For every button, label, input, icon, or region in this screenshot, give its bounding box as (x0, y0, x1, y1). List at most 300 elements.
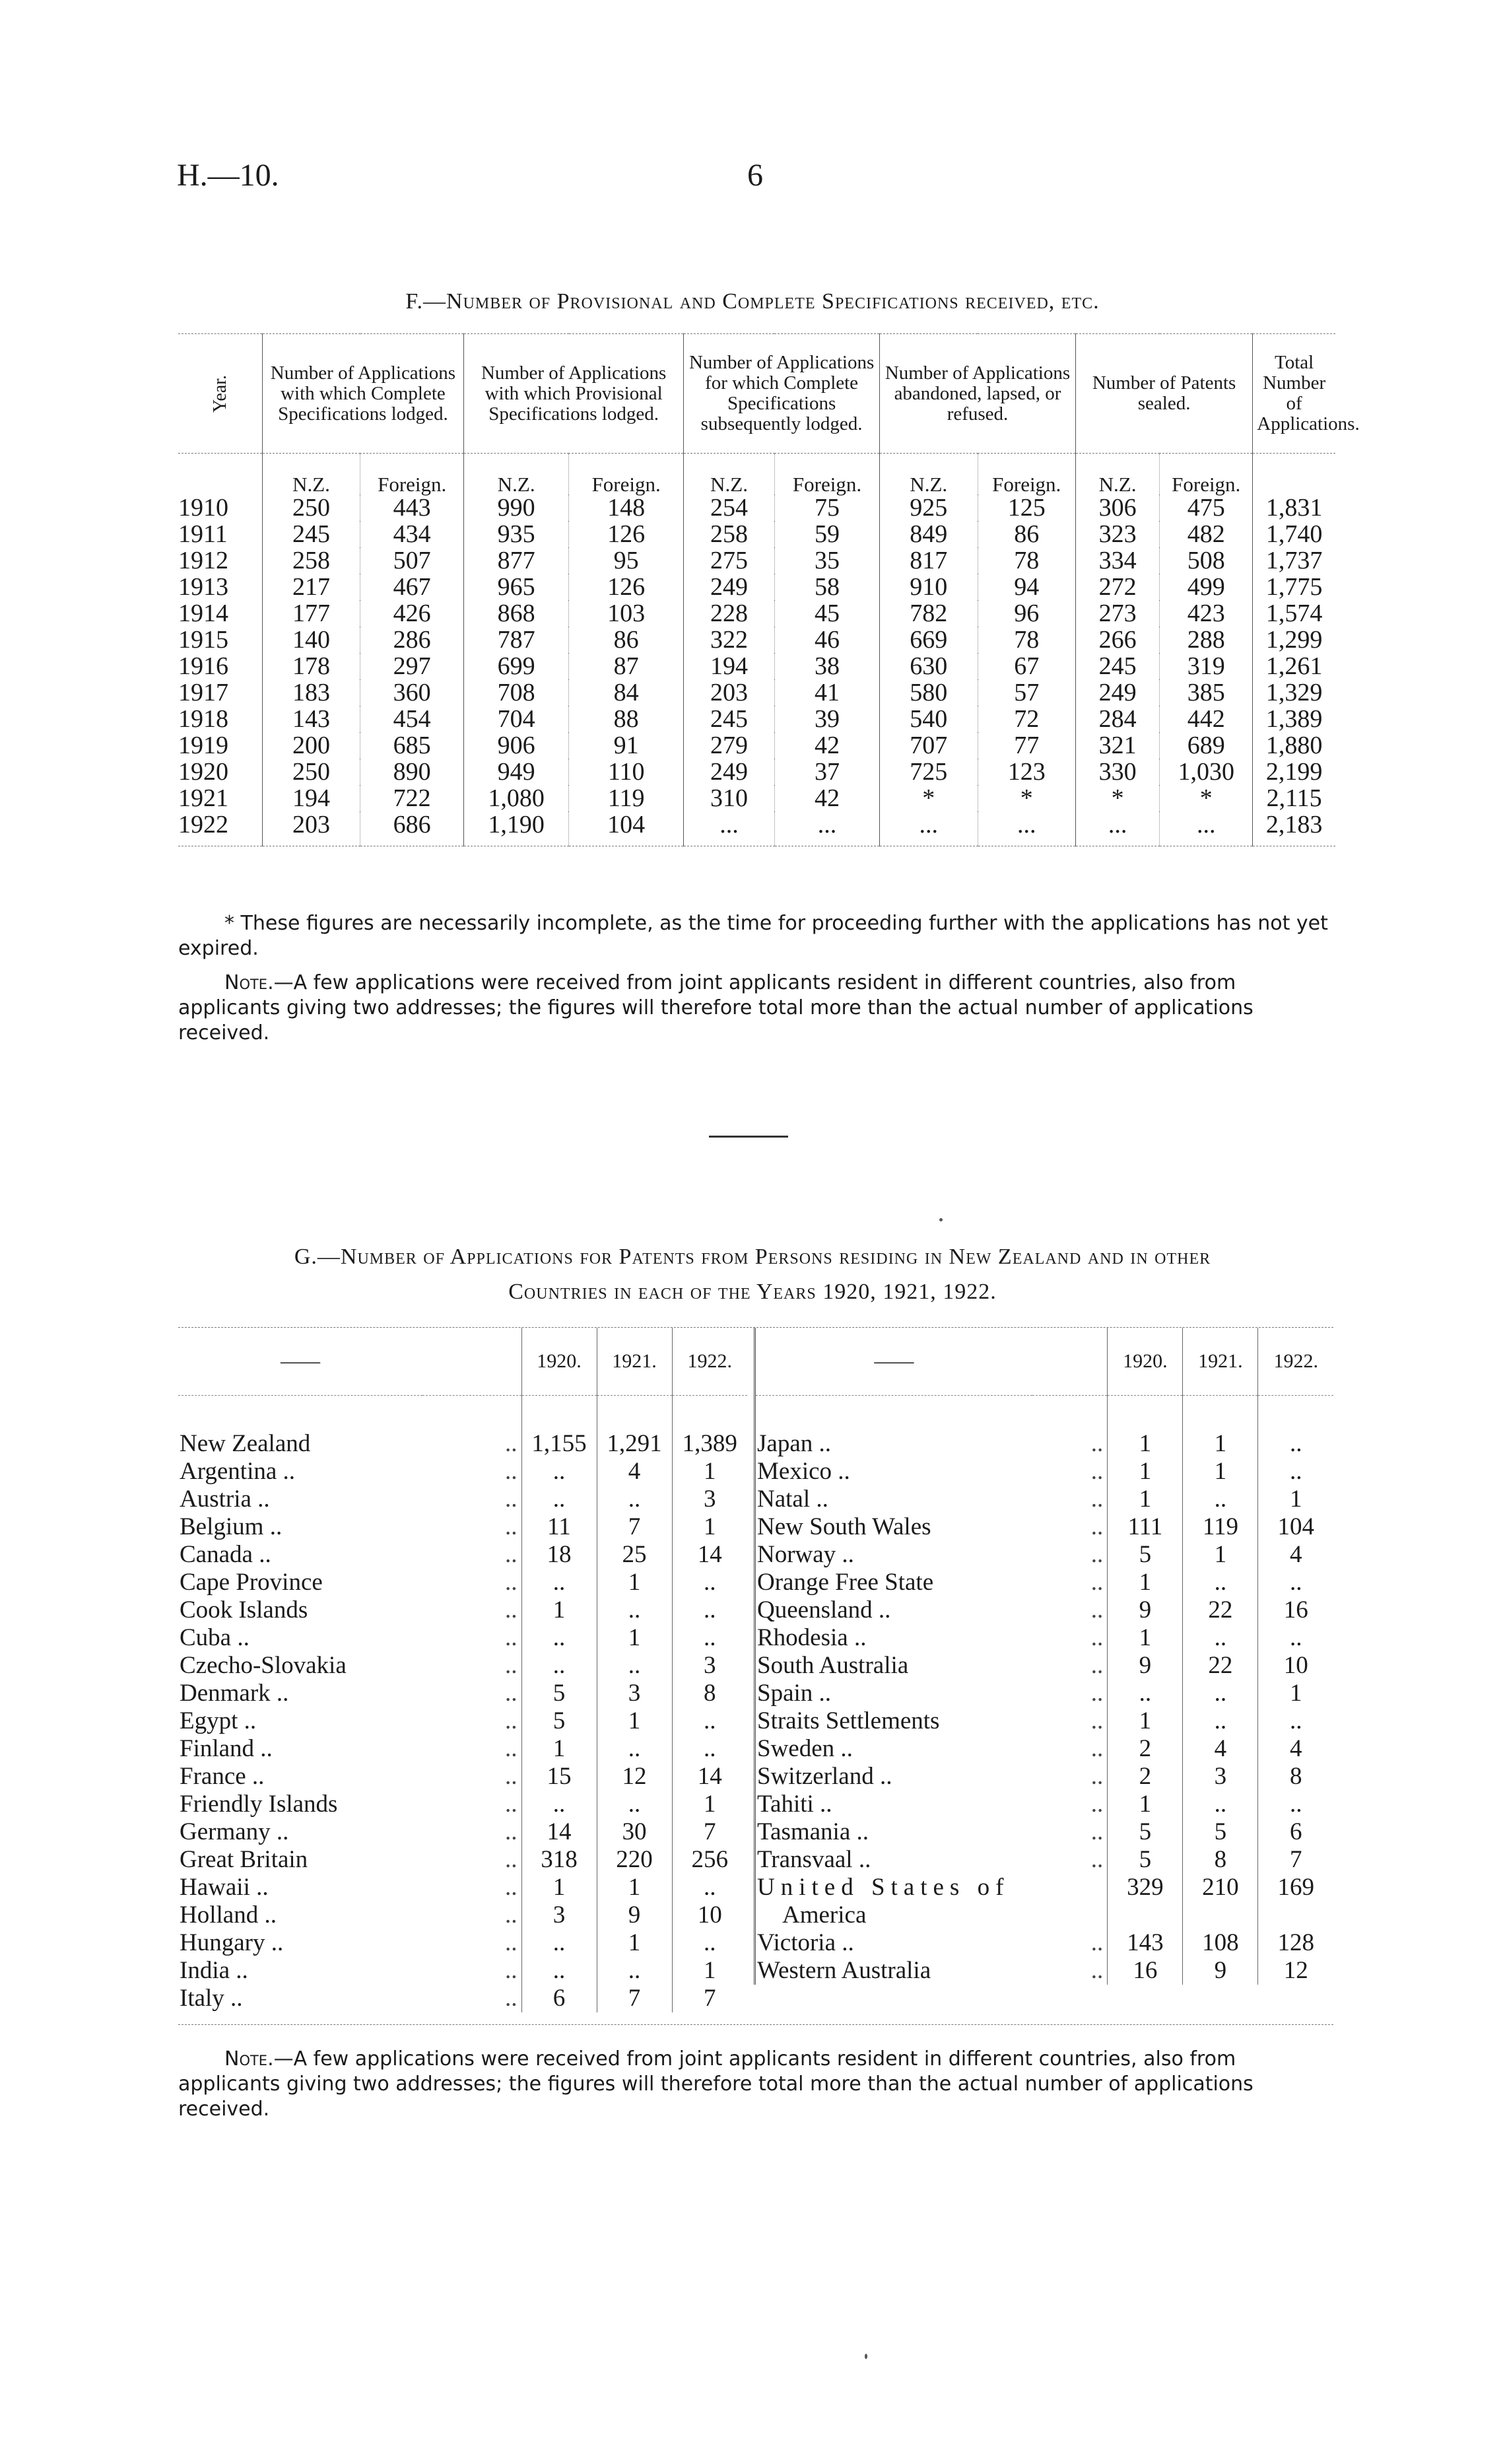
table-f-row (178, 653, 1335, 679)
leader-dots: .. (505, 1569, 518, 1596)
count-cell: 1 (597, 1929, 672, 1957)
count-cell: 4 (597, 1458, 672, 1486)
table-f-row (178, 627, 1335, 653)
leader-dots: .. (1090, 1707, 1104, 1734)
count-cell: 7 (597, 1513, 672, 1541)
count-cell: .. (1258, 1458, 1333, 1486)
year-cell: 1920 (178, 758, 228, 786)
value-cell: 707 (880, 732, 978, 759)
count-cell: 1 (1108, 1624, 1183, 1652)
country-name: France .. (180, 1763, 265, 1790)
value-cell: 699 (464, 653, 569, 679)
leader-dots: .. (505, 1458, 518, 1485)
country-name: Czecho-Slovakia (180, 1652, 347, 1679)
count-cell: 22 (1183, 1596, 1258, 1624)
country-row (755, 1874, 1334, 1901)
value-cell: 685 (360, 732, 464, 759)
value-cell: 200 (262, 732, 360, 759)
count-cell: 1 (1183, 1458, 1258, 1486)
value-cell: 249 (684, 759, 775, 785)
complete-header: Number of Applications with which Complete Specifications lodged. (262, 334, 463, 454)
country-row (755, 1513, 1334, 1541)
value-cell: 119 (569, 785, 684, 811)
count-cell: 15 (521, 1763, 597, 1791)
value-cell: 817 (880, 547, 978, 574)
country-row (178, 1430, 747, 1458)
count-cell (1183, 1901, 1258, 1929)
leader-dots: .. (505, 1486, 518, 1513)
count-cell: 9 (1108, 1652, 1183, 1680)
value-cell: 143 (262, 706, 360, 732)
value-cell: 1,190 (464, 811, 569, 846)
value-cell: 272 (1075, 574, 1159, 600)
value-cell: 194 (262, 785, 360, 811)
year-1921-header: 1921. (597, 1328, 672, 1396)
country-name: New Zealand (180, 1430, 311, 1457)
year-header: Year. (178, 334, 262, 454)
subsequent-header: Number of Applications for which Complete Specifications subsequently lodged. (684, 334, 880, 454)
value-cell: 1,080 (464, 785, 569, 811)
country-name: Hungary .. (180, 1929, 284, 1956)
value-cell: * (880, 785, 978, 811)
count-cell: 1 (597, 1569, 672, 1596)
count-cell: 12 (597, 1763, 672, 1791)
value-cell: 103 (569, 600, 684, 627)
value-cell: 426 (360, 600, 464, 627)
table-f-header-row (178, 334, 1335, 454)
country-row (178, 1818, 747, 1846)
count-cell: 7 (1258, 1846, 1333, 1874)
country-name: Orange Free State (757, 1569, 934, 1596)
value-cell: ... (1075, 811, 1159, 846)
count-cell: .. (597, 1791, 672, 1818)
value-cell: 288 (1160, 627, 1253, 653)
print-speck (865, 2354, 867, 2359)
value-cell: 86 (978, 521, 1075, 547)
count-cell: 1 (1108, 1458, 1183, 1486)
note-text: —A few applications were received from joint applicants resident in different countries, also from applicants giving two addresses; the figures will therefore total more than the actual number of applications received. (178, 2047, 1254, 2121)
count-cell: .. (521, 1929, 597, 1957)
value-cell: 42 (774, 785, 879, 811)
sealed-header: Number of Patents sealed. (1075, 334, 1252, 454)
value-cell: 580 (880, 679, 978, 706)
count-cell: 4 (1258, 1541, 1333, 1569)
value-cell: 704 (464, 706, 569, 732)
value-cell: ... (774, 811, 879, 846)
country-name: Cape Province (180, 1569, 323, 1596)
country-name: Spain .. (757, 1680, 832, 1707)
note-label: Note. (224, 971, 274, 994)
year-cell: 1916 (178, 652, 228, 680)
value-cell: 37 (774, 759, 879, 785)
value-cell: 1,740 (1253, 521, 1335, 547)
print-speck (939, 1218, 943, 1221)
value-cell: 330 (1075, 759, 1159, 785)
count-cell: 14 (521, 1818, 597, 1846)
value-cell: 467 (360, 574, 464, 600)
country-name: Hawaii .. (180, 1874, 269, 1901)
table-f-row (178, 600, 1335, 627)
value-cell: ... (684, 811, 775, 846)
page-number: 6 (747, 158, 763, 193)
value-cell: 249 (684, 574, 775, 600)
spacer-row (178, 1396, 747, 1431)
table-f-title-prefix: F.— (405, 289, 447, 314)
value-cell: 228 (684, 600, 775, 627)
count-cell: 6 (1258, 1818, 1333, 1846)
leader-dots: .. (1090, 1652, 1104, 1679)
leader-dots: .. (505, 1929, 518, 1956)
value-cell: 708 (464, 679, 569, 706)
table-f-row (178, 785, 1335, 811)
value-cell: 1,880 (1253, 732, 1335, 759)
count-cell: .. (597, 1486, 672, 1513)
country-row (178, 1513, 747, 1541)
value-cell: 910 (880, 574, 978, 600)
country-name: Cuba .. (180, 1624, 250, 1651)
value-cell: 178 (262, 653, 360, 679)
leader-dots: .. (505, 1430, 518, 1457)
leader-dots: .. (505, 1541, 518, 1568)
leader-dots: .. (505, 1596, 518, 1624)
leader-dots: .. (1090, 1735, 1104, 1762)
value-cell: 78 (978, 547, 1075, 574)
count-cell: .. (1183, 1707, 1258, 1735)
country-row (178, 1791, 747, 1818)
country-name: United States of (757, 1874, 1010, 1901)
value-cell: 203 (684, 679, 775, 706)
count-cell: .. (597, 1957, 672, 1985)
value-cell: 250 (262, 495, 360, 521)
leader-dots: .. (1090, 1541, 1104, 1568)
country-name: Natal .. (757, 1486, 828, 1513)
value-cell: 935 (464, 521, 569, 547)
value-cell: 669 (880, 627, 978, 653)
count-cell: .. (597, 1652, 672, 1680)
country-row (178, 1541, 747, 1569)
subheader-nz: N.Z. (464, 454, 569, 495)
count-cell: .. (1258, 1430, 1333, 1458)
value-cell: 319 (1160, 653, 1253, 679)
count-cell: .. (1183, 1624, 1258, 1652)
count-cell: 30 (597, 1818, 672, 1846)
value-cell: 273 (1075, 600, 1159, 627)
year-cell: 1913 (178, 573, 228, 601)
table-f-row (178, 521, 1335, 547)
count-cell: 4 (1258, 1735, 1333, 1763)
value-cell: 1,329 (1253, 679, 1335, 706)
table-g-left (178, 1328, 747, 2012)
value-cell: 849 (880, 521, 978, 547)
value-cell: 258 (684, 521, 775, 547)
country-row (178, 1652, 747, 1680)
count-cell: 7 (672, 1985, 747, 2012)
value-cell: 125 (978, 495, 1075, 521)
value-cell: 59 (774, 521, 879, 547)
count-cell: 9 (1108, 1596, 1183, 1624)
year-cell: 1911 (178, 520, 228, 548)
leader-dots: .. (505, 1874, 518, 1901)
country-row (755, 1596, 1334, 1624)
table-f-row (178, 495, 1335, 521)
table-f-row (178, 759, 1335, 785)
count-cell: 3 (672, 1652, 747, 1680)
value-cell: 725 (880, 759, 978, 785)
country-name: Germany .. (180, 1818, 289, 1845)
count-cell: .. (521, 1458, 597, 1486)
count-cell: 1 (1108, 1791, 1183, 1818)
count-cell: 169 (1258, 1874, 1333, 1901)
count-cell: 5 (1108, 1818, 1183, 1846)
leader-dots: .. (1090, 1596, 1104, 1624)
country-row (755, 1569, 1334, 1596)
count-cell: 1 (521, 1874, 597, 1901)
value-cell: 84 (569, 679, 684, 706)
count-cell: 1 (672, 1791, 747, 1818)
count-cell: 5 (1108, 1541, 1183, 1569)
value-cell: 2,115 (1253, 785, 1335, 811)
value-cell: 140 (262, 627, 360, 653)
country-row (755, 1846, 1334, 1874)
country-name: Japan .. (757, 1430, 831, 1457)
value-cell: 126 (569, 574, 684, 600)
country-name: Cook Islands (180, 1596, 308, 1624)
value-cell: 88 (569, 706, 684, 732)
value-cell: 1,261 (1253, 653, 1335, 679)
country-name: Great Britain (180, 1846, 308, 1873)
leader-dots: .. (1090, 1430, 1104, 1457)
count-cell: .. (672, 1735, 747, 1763)
leader-dots: .. (505, 1624, 518, 1651)
value-cell: 1,389 (1253, 706, 1335, 732)
count-cell: 3 (1183, 1763, 1258, 1791)
country-name: Belgium .. (180, 1513, 283, 1540)
count-cell: 3 (521, 1901, 597, 1929)
value-cell: 67 (978, 653, 1075, 679)
value-cell: 123 (978, 759, 1075, 785)
count-cell: 14 (672, 1763, 747, 1791)
table-f (178, 333, 1360, 846)
value-cell: 689 (1160, 732, 1253, 759)
value-cell: * (1160, 785, 1253, 811)
count-cell (1258, 1901, 1333, 1929)
count-cell: .. (1183, 1680, 1258, 1707)
table-g-title-line1: G.—Number of Applications for Patents from Persons residing in New Zealand and in other (294, 1245, 1211, 1269)
year-cell: 1917 (178, 679, 228, 706)
year-cell: 1921 (178, 784, 228, 812)
count-cell: 1 (672, 1513, 747, 1541)
value-cell: 385 (1160, 679, 1253, 706)
country-row (755, 1680, 1334, 1707)
country-name: Straits Settlements (757, 1707, 940, 1734)
value-cell: 75 (774, 495, 879, 521)
value-cell: 110 (569, 759, 684, 785)
count-cell: 7 (672, 1818, 747, 1846)
value-cell: 508 (1160, 547, 1253, 574)
table-f-footnote: * These figures are necessarily incomplete, as the time for proceeding further with the applications has not yet expired. (178, 912, 1328, 960)
value-cell: 254 (684, 495, 775, 521)
count-cell: .. (1258, 1791, 1333, 1818)
value-cell: 42 (774, 732, 879, 759)
leader-dots: .. (505, 1735, 518, 1762)
country-name: Denmark .. (180, 1680, 289, 1707)
count-cell: 6 (521, 1985, 597, 2012)
count-cell: 8 (1183, 1846, 1258, 1874)
count-cell: .. (672, 1929, 747, 1957)
leader-dots (1032, 1901, 1108, 1929)
leader-dots: .. (505, 1763, 518, 1790)
value-cell: * (1075, 785, 1159, 811)
country-name: Argentina .. (180, 1458, 296, 1485)
count-cell: 108 (1183, 1929, 1258, 1957)
value-cell: 45 (774, 600, 879, 627)
count-cell: 10 (1258, 1652, 1333, 1680)
value-cell: 57 (978, 679, 1075, 706)
value-cell: 906 (464, 732, 569, 759)
count-cell: 3 (597, 1680, 672, 1707)
country-name: Victoria .. (757, 1929, 854, 1956)
value-cell: 284 (1075, 706, 1159, 732)
value-cell: 722 (360, 785, 464, 811)
leader-dots: .. (1090, 1818, 1104, 1845)
value-cell: 1,831 (1253, 495, 1335, 521)
count-cell: 1 (1183, 1430, 1258, 1458)
value-cell: 245 (1075, 653, 1159, 679)
country-row (178, 1874, 747, 1901)
country-name: Tahiti .. (757, 1791, 832, 1818)
count-cell: 1 (1108, 1430, 1183, 1458)
country-name: Mexico .. (757, 1458, 850, 1485)
country-name: Canada .. (180, 1541, 271, 1568)
count-cell: .. (1258, 1707, 1333, 1735)
country-row (755, 1624, 1334, 1652)
count-cell: .. (597, 1596, 672, 1624)
value-cell: 443 (360, 495, 464, 521)
country-row (755, 1763, 1334, 1791)
count-cell: 1 (521, 1596, 597, 1624)
leader-dots: .. (505, 1846, 518, 1873)
leader-dots: .. (505, 1513, 518, 1540)
count-cell: 3 (672, 1486, 747, 1513)
count-cell: 1 (521, 1735, 597, 1763)
country-row (755, 1957, 1334, 1985)
value-cell: 245 (262, 521, 360, 547)
value-cell: 77 (978, 732, 1075, 759)
value-cell: 322 (684, 627, 775, 653)
value-cell: 183 (262, 679, 360, 706)
leader-dots: .. (505, 1791, 518, 1818)
count-cell: 14 (672, 1541, 747, 1569)
value-cell: 94 (978, 574, 1075, 600)
table-f-title (0, 289, 1505, 314)
value-cell: 323 (1075, 521, 1159, 547)
country-row (178, 1680, 747, 1707)
value-cell: 306 (1075, 495, 1159, 521)
country-name: South Australia (757, 1652, 909, 1679)
value-cell: 787 (464, 627, 569, 653)
count-cell: 1,155 (521, 1430, 597, 1458)
leader-dots: .. (1090, 1791, 1104, 1818)
value-cell: 423 (1160, 600, 1253, 627)
count-cell: 143 (1108, 1929, 1183, 1957)
count-cell: 318 (521, 1846, 597, 1874)
note-label: Note. (224, 2047, 274, 2070)
table-g-right (754, 1328, 1333, 1985)
count-cell: 111 (1108, 1513, 1183, 1541)
value-cell: 1,737 (1253, 547, 1335, 574)
leader-dots: .. (1090, 1846, 1104, 1873)
country-row (755, 1818, 1334, 1846)
country-name: New South Wales (757, 1513, 931, 1540)
subheader-nz: N.Z. (684, 454, 775, 495)
table-f-row (178, 547, 1335, 574)
value-cell: 286 (360, 627, 464, 653)
country-row (178, 1929, 747, 1957)
value-cell: 72 (978, 706, 1075, 732)
leader-dots: .. (1090, 1929, 1104, 1956)
value-cell: 249 (1075, 679, 1159, 706)
leader-dots: .. (1090, 1680, 1104, 1707)
year-1921-header: 1921. (1183, 1328, 1258, 1396)
value-cell: 2,183 (1253, 811, 1335, 846)
count-cell: 1 (1258, 1680, 1333, 1707)
count-cell: .. (672, 1707, 747, 1735)
country-row (755, 1735, 1334, 1763)
leader-dots: .. (1090, 1458, 1104, 1485)
year-cell: 1922 (178, 811, 262, 846)
count-cell: .. (521, 1652, 597, 1680)
country-name: Rhodesia .. (757, 1624, 867, 1651)
value-cell: 87 (569, 653, 684, 679)
country-name: Norway .. (757, 1541, 854, 1568)
value-cell: 334 (1075, 547, 1159, 574)
table-f-note (178, 971, 1330, 1046)
leader-dots: .. (505, 1707, 518, 1734)
table-f-row (178, 574, 1335, 600)
count-cell: .. (1108, 1680, 1183, 1707)
subheader-foreign: Foreign. (569, 454, 684, 495)
value-cell: 630 (880, 653, 978, 679)
country-name: Austria .. (180, 1486, 270, 1513)
count-cell: 1 (672, 1957, 747, 1985)
note-text: —A few applications were received from joint applicants resident in different countries, also from applicants giving two addresses; the figures will therefore total more than the actual number of applications received. (178, 971, 1254, 1044)
value-cell: ... (978, 811, 1075, 846)
year-cell: 1915 (178, 626, 228, 654)
value-cell: 194 (684, 653, 775, 679)
count-cell: 1 (597, 1624, 672, 1652)
country-row (178, 1846, 747, 1874)
country-row (178, 1458, 747, 1486)
count-cell: 5 (1183, 1818, 1258, 1846)
country-row (755, 1541, 1334, 1569)
value-cell: 990 (464, 495, 569, 521)
subheader-nz: N.Z. (1075, 454, 1159, 495)
country-row (755, 1430, 1334, 1458)
value-cell: * (978, 785, 1075, 811)
value-cell: 266 (1075, 627, 1159, 653)
country-row (178, 1486, 747, 1513)
count-cell: 256 (672, 1846, 747, 1874)
count-cell: 22 (1183, 1652, 1258, 1680)
subheader-foreign: Foreign. (1160, 454, 1253, 495)
table-g-note (178, 2047, 1330, 2122)
count-cell: 18 (521, 1541, 597, 1569)
count-cell: .. (672, 1874, 747, 1901)
country-header: —— (755, 1328, 1032, 1396)
count-cell: .. (1183, 1486, 1258, 1513)
count-cell: 10 (672, 1901, 747, 1929)
value-cell: ... (880, 811, 978, 846)
